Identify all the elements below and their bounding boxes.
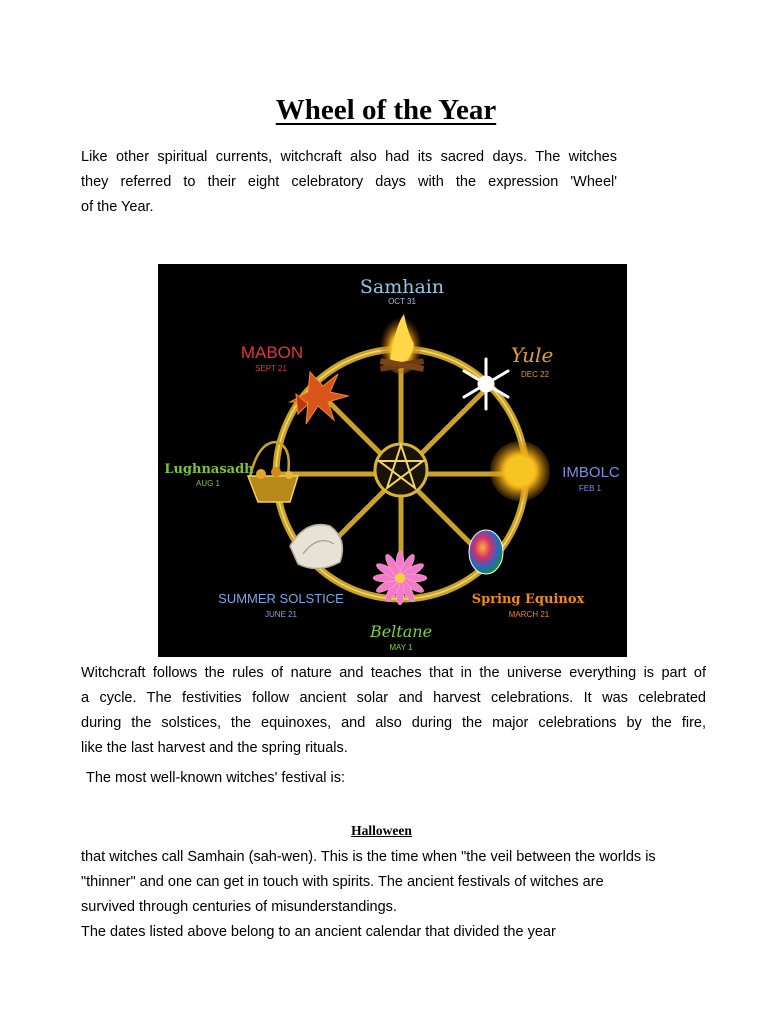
- halloween-line: The dates listed above belong to an ancient calendar that divided the year: [81, 924, 556, 940]
- label-beltane: Beltane: [369, 622, 433, 641]
- sun-icon: [490, 441, 550, 501]
- intro-line: Like other spiritual currents, witchcraft also had its sacred days. The witches: [81, 149, 617, 165]
- halloween-heading-text: Halloween: [351, 823, 412, 838]
- easter-egg-icon: [469, 530, 503, 574]
- label-imbolc: IMBOLC: [562, 464, 620, 481]
- label-summer-solstice: SUMMER SOLSTICE: [218, 591, 344, 606]
- intro-line: of the Year.: [81, 199, 154, 215]
- seashell-icon: [290, 525, 342, 569]
- label-lughnasadh: Lughnasadh: [164, 462, 254, 477]
- body-line: a cycle. The festivities follow ancient solar and harvest celebrations. It was celebrated: [81, 690, 706, 706]
- date-samhain: OCT 31: [388, 297, 416, 306]
- halloween-heading: [0, 823, 768, 839]
- date-spring-equinox: MARCH 21: [508, 610, 550, 619]
- wheel-hub: [375, 444, 427, 496]
- label-samhain: Samhain: [359, 276, 445, 298]
- body-line: during the solstices, the equinoxes, and also during the major celebrations by the fire,: [81, 715, 706, 731]
- date-mabon: SEPT 21: [255, 364, 287, 373]
- intro-line: they referred to their eight celebratory days with the expression 'Wheel': [81, 174, 617, 190]
- known-festival-text: The most well-known witches' festival is:: [86, 770, 346, 786]
- halloween-line: that witches call Samhain (sah-wen). This is the time when "the veil between the worlds is: [81, 849, 656, 865]
- date-beltane: MAY 1: [389, 643, 413, 652]
- label-spring-equinox: Spring Equinox: [471, 592, 585, 607]
- halloween-line: "thinner" and one can get in touch with spirits. The ancient festivals of witches are: [81, 874, 604, 890]
- bonfire-icon: [379, 310, 424, 374]
- date-summer-solstice: JUNE 21: [264, 610, 298, 619]
- body-line: Witchcraft follows the rules of nature and teaches that in the universe everything is part of: [81, 665, 706, 681]
- wheel-of-the-year-image: [158, 264, 627, 657]
- harvest-basket-icon: [248, 442, 298, 502]
- label-yule: Yule: [510, 343, 554, 367]
- intro-paragraph: [81, 145, 617, 220]
- date-yule: DEC 22: [520, 370, 550, 379]
- label-mabon: MABON: [240, 343, 304, 362]
- date-lughnasadh: AUG 1: [195, 479, 221, 488]
- halloween-paragraph: [81, 845, 701, 945]
- halloween-line: survived through centuries of misunderstandings.: [81, 899, 397, 915]
- wheel-illustration: [158, 264, 627, 657]
- page-title: Wheel of the Year: [275, 94, 497, 126]
- body-paragraph: [81, 661, 706, 761]
- body-line: like the last harvest and the spring rituals.: [81, 740, 348, 756]
- date-imbolc: FEB 1: [578, 484, 602, 493]
